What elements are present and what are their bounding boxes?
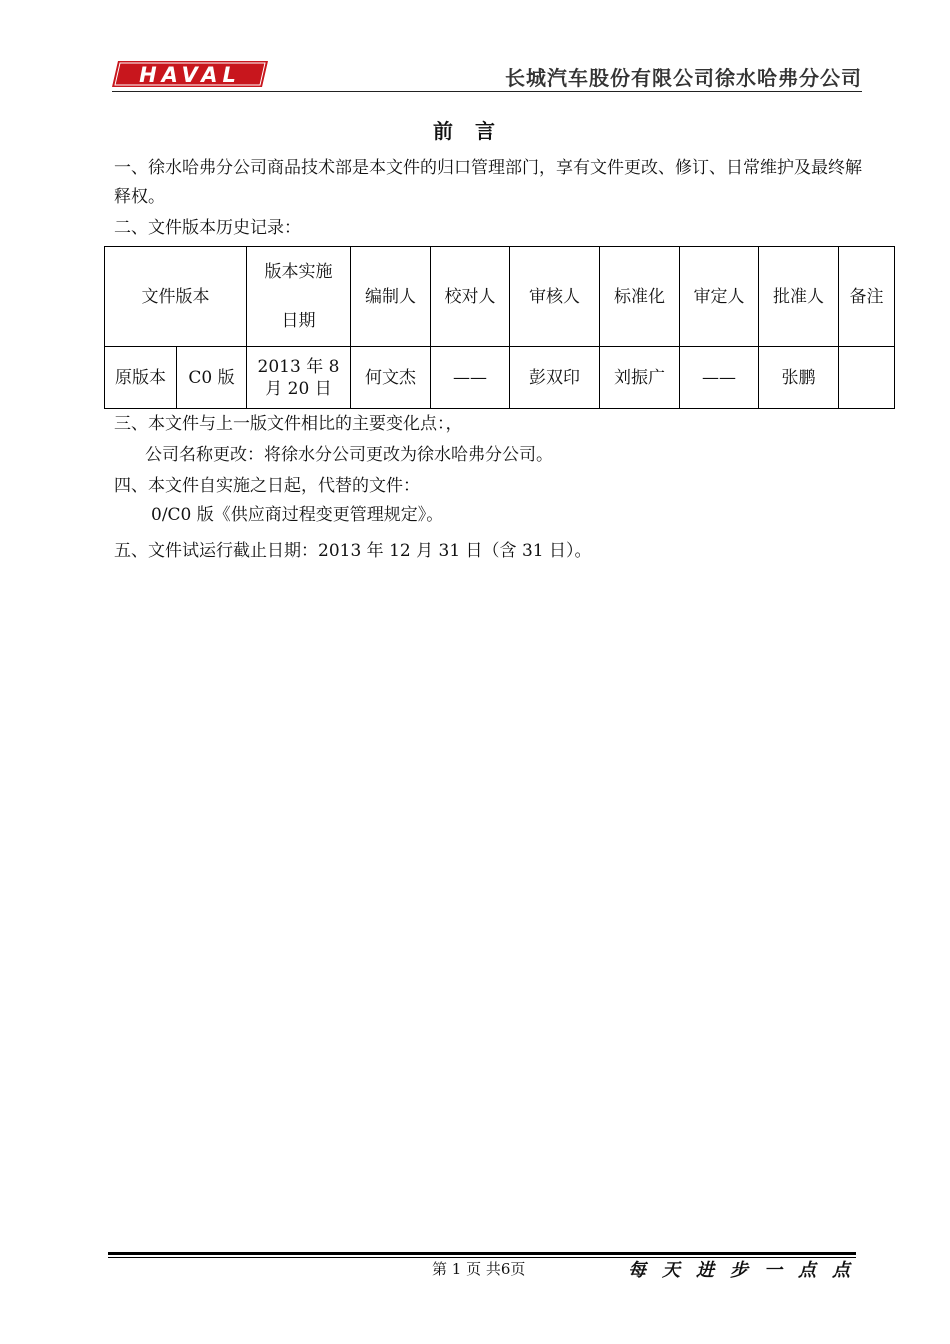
header-divider [112, 91, 862, 92]
cell-approver-check: —— [680, 347, 759, 409]
table-header-row [105, 247, 895, 347]
footer-divider-thick [108, 1252, 856, 1255]
header-remarks: 备注 [839, 247, 895, 347]
section-5: 五、文件试运行截止日期：2013 年 12 月 31 日（含 31 日）。 [114, 541, 592, 561]
cell-proofreader: —— [431, 347, 510, 409]
cell-version-type: 原版本 [105, 347, 177, 409]
section-3-detail: 公司名称更改：将徐水分公司更改为徐水哈弗分公司。 [145, 445, 553, 465]
version-history-table [104, 246, 895, 409]
header-standardization: 标准化 [600, 247, 680, 347]
company-name: 长城汽车股份有限公司徐水哈弗分公司 [505, 66, 862, 90]
header-proofreader: 校对人 [431, 247, 510, 347]
header-reviewer: 审核人 [510, 247, 600, 347]
section-1: 一、徐水哈弗分公司商品技术部是本文件的归口管理部门，享有文件更改、修订、日常维护及最终解释权。 [114, 158, 862, 207]
cell-standardization: 刘振广 [600, 347, 680, 409]
footer-motto: 每天进步一点点 [628, 1260, 866, 1281]
section-4: 四、本文件自实施之日起，代替的文件： [114, 476, 420, 496]
header-date [247, 247, 351, 347]
section-3: 三、本文件与上一版文件相比的主要变化点：， [114, 414, 463, 434]
header-date-line2: 日期 [281, 310, 316, 331]
haval-logo [112, 60, 268, 88]
page-header [112, 58, 862, 94]
cell-approver: 张鹏 [759, 347, 839, 409]
cell-remarks [839, 347, 895, 409]
header-author: 编制人 [351, 247, 431, 347]
header-version: 文件版本 [105, 247, 247, 347]
header-date-line1: 版本实施 [264, 261, 333, 282]
header-approver-check: 审定人 [680, 247, 759, 347]
page-title: 前言 [433, 119, 517, 143]
cell-author: 何文杰 [351, 347, 431, 409]
cell-version: C0 版 [177, 347, 247, 409]
cell-reviewer: 彭双印 [510, 347, 600, 409]
section-4-detail: 0/C0 版《供应商过程变更管理规定》。 [151, 505, 444, 525]
page-number: 第 1 页 共6页 [432, 1260, 526, 1278]
cell-date: 2013 年 8 月 20 日 [247, 347, 351, 409]
table-row [105, 347, 895, 409]
svg-text:HAVAL: HAVAL [139, 63, 241, 87]
header-approver: 批准人 [759, 247, 839, 347]
section-2: 二、文件版本历史记录： [114, 218, 301, 238]
